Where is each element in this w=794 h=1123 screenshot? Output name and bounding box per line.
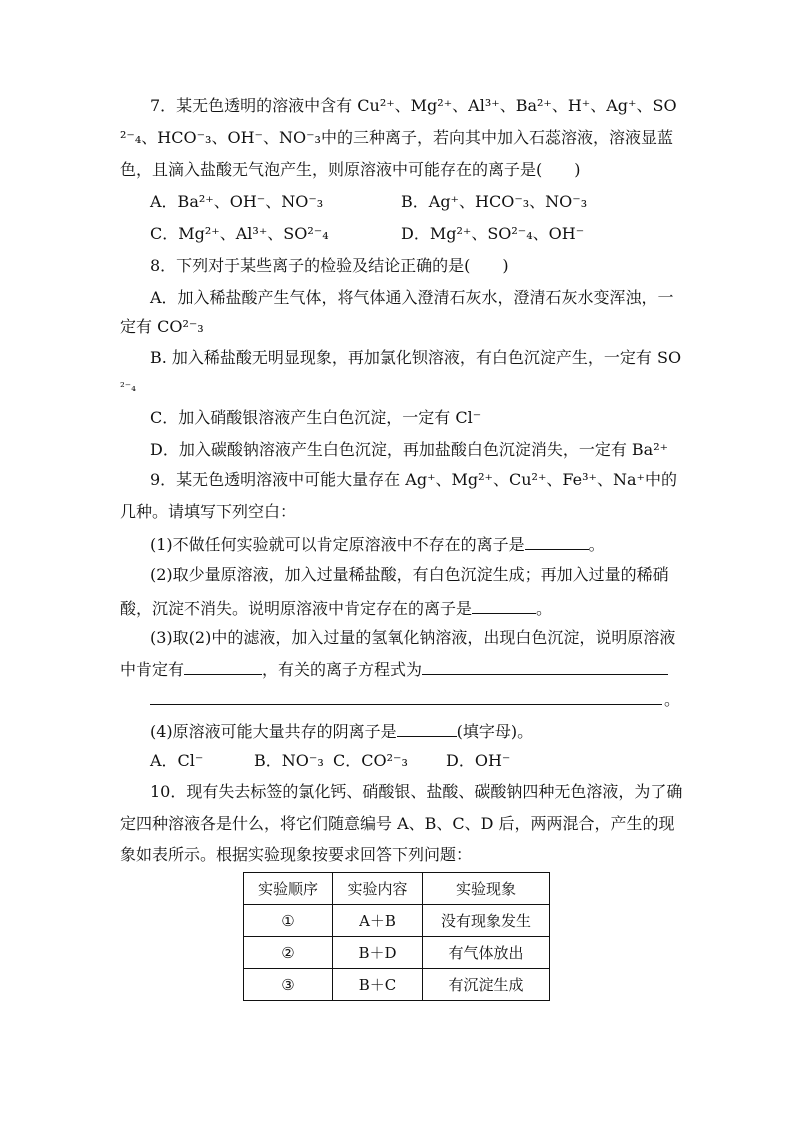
q9-part-2-end: 。 [536,599,553,618]
q9-part-3-text-b: ，有关的离子方程式为 [262,660,423,679]
q9-part-4-end: (填字母)。 [456,722,534,741]
q9-part-3-end: 。 [664,690,681,709]
q9-part-3-equation-blank[interactable] [422,658,668,675]
experiment-table [243,872,550,1001]
q9-option-c: C．CO²⁻₃ [333,751,408,770]
q9-part-3-equation-blank-line-2[interactable] [150,704,662,705]
table-cell: ③ [244,969,333,1001]
q9-line-2: 几种。请填写下列空白： [120,502,297,521]
q8-stem: 8．下列对于某些离子的检验及结论正确的是( ) [150,256,509,275]
q9-part-3-line-2 [120,658,668,680]
table-cell: B＋C [333,969,423,1001]
q9-part-2-answer-blank[interactable] [472,597,536,614]
table-header-cell: 实验内容 [333,873,423,905]
q8-option-b-line-1: B. 加入稀盐酸无明显现象，再加氯化钡溶液，有白色沉淀产生，一定有 SO [150,348,682,367]
q9-part-2-text: 酸，沉淀不消失。说明原溶液中肯定存在的离子是 [120,599,473,618]
table-row [244,969,550,1001]
q9-option-d: D．OH⁻ [446,751,511,770]
q7-line-3: 色，且滴入盐酸无气泡产生，则原溶液中可能存在的离子是( ) [120,160,581,179]
q10-line-3: 象如表所示。根据实验现象按要求回答下列问题： [120,845,473,864]
q9-line-1: 9．某无色透明溶液中可能大量存在 Ag⁺、Mg²⁺、Cu²⁺、Fe³⁺、Na⁺中的 [150,470,677,489]
table-cell: 有沉淀生成 [423,969,550,1001]
q8-option-c: C．加入硝酸银溶液产生白色沉淀，一定有 Cl⁻ [150,408,482,427]
q7-option-a: A．Ba²⁺、OH⁻、NO⁻₃ [150,192,324,211]
table-cell: A＋B [333,905,423,937]
q7-option-b: B．Ag⁺、HCO⁻₃、NO⁻₃ [401,192,588,211]
q9-part-4-answer-blank[interactable] [397,720,457,737]
q9-part-3-line-1: (3)取(2)中的滤液，加入过量的氢氧化钠溶液，出现白色沉淀，说明原溶液 [150,628,676,647]
q8-option-a-line-1: A．加入稀盐酸产生气体，将气体通入澄清石灰水，澄清石灰水变浑浊，一 [150,288,674,307]
q7-option-c: C．Mg²⁺、Al³⁺、SO²⁻₄ [150,224,329,243]
q9-part-1-answer-blank[interactable] [525,533,589,550]
table-cell: ① [244,905,333,937]
q9-part-1-end: 。 [588,535,605,554]
q9-part-1 [150,533,605,555]
table-header-cell: 实验顺序 [244,873,333,905]
table-row [244,905,550,937]
table-cell: B＋D [333,937,423,969]
q10-line-1: 10．现有失去标签的氯化钙、硝酸银、盐酸、碳酸钠四种无色溶液，为了确 [150,782,683,801]
q8-option-b-line-2: ²⁻₄ [120,380,136,394]
q7-line-1: 7．某无色透明的溶液中含有 Cu²⁺、Mg²⁺、Al³⁺、Ba²⁺、H⁺、Ag⁺、SO [150,96,677,115]
table-cell: 没有现象发生 [423,905,550,937]
q9-part-4-text: (4)原溶液可能大量共存的阴离子是 [150,722,397,741]
q9-part-2-line-1: (2)取少量原溶液，加入过量稀盐酸，有白色沉淀生成；再加入过量的稀硝 [150,565,669,584]
q9-option-a: A．Cl⁻ [150,751,204,770]
q9-part-3-text-a: 中肯定有 [120,660,185,679]
q7-line-2: ²⁻₄、HCO⁻₃、OH⁻、NO⁻₃中的三种离子，若向其中加入石蕊溶液，溶液显蓝 [120,128,673,147]
q8-option-d: D．加入碳酸钠溶液产生白色沉淀，再加盐酸白色沉淀消失，一定有 Ba²⁺ [150,440,669,459]
table-header-row [244,873,550,905]
table-cell: ② [244,937,333,969]
q8-option-a-line-2: 定有 CO²⁻₃ [120,317,204,336]
q9-part-3-ion-blank[interactable] [184,658,262,675]
table-cell: 有气体放出 [423,937,550,969]
q10-line-2: 定四种溶液各是什么，将它们随意编号 A、B、C、D 后，两两混合，产生的现 [120,814,675,833]
q7-option-d: D．Mg²⁺、SO²⁻₄、OH⁻ [401,224,585,243]
q9-part-4 [150,720,533,742]
q9-part-1-text: (1)不做任何实验就可以肯定原溶液中不存在的离子是 [150,535,525,554]
q9-part-2-line-2 [120,597,552,619]
q9-option-b: B．NO⁻₃ [254,751,324,770]
table-header-cell: 实验现象 [423,873,550,905]
table-row [244,937,550,969]
